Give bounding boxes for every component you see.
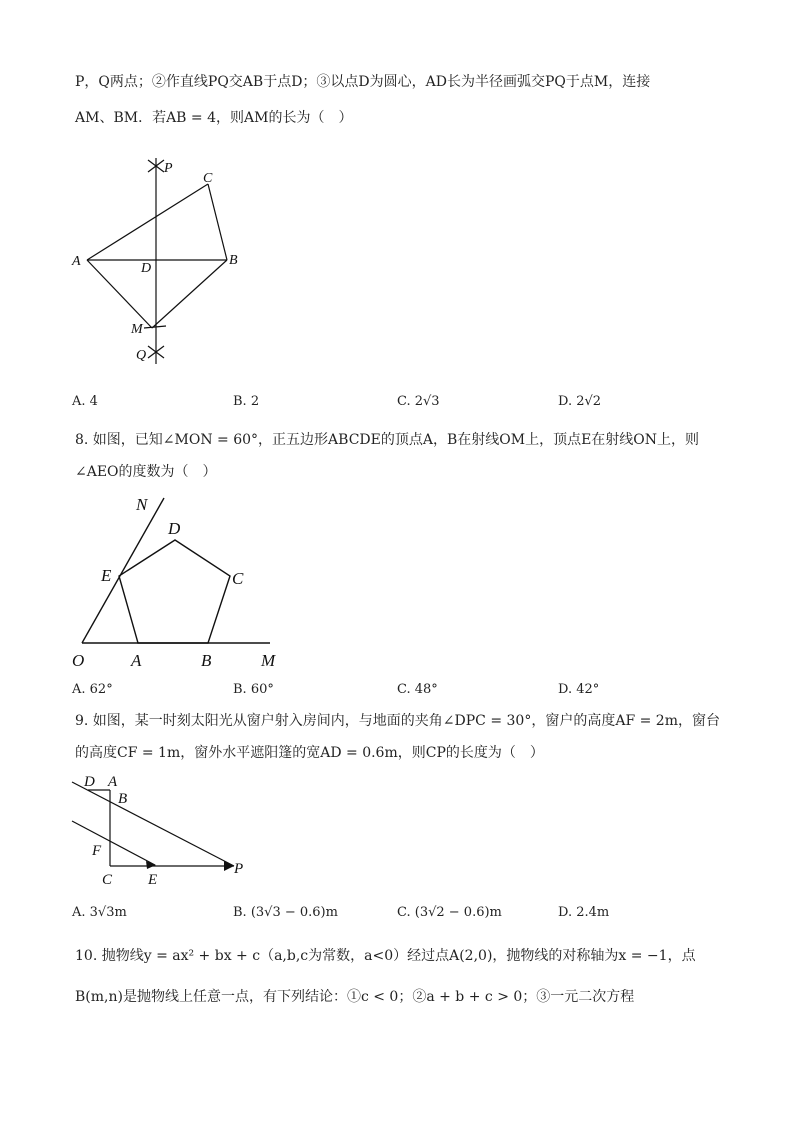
q7-option-b: B. 2 [233,394,260,409]
segment-cb [208,184,227,260]
q9-option-a: A. 3√3m [72,905,127,920]
q9-text-line2: 的高度CF = 1m，窗外水平遮阳篷的宽AD = 0.6m，则CP的长度为（ ） [75,745,544,761]
label-d: D [168,519,181,538]
arc-mark-m [144,326,166,328]
q8-option-b: B. 60° [233,682,274,697]
label-e: E [148,872,158,888]
label-n: N [136,495,148,514]
q9-option-b: B. (3√3 − 0.6)m [233,905,338,920]
label-o: O [72,651,85,670]
label-d: D [141,261,152,276]
label-b: B [229,253,238,268]
q8-option-c: C. 48° [397,682,438,697]
label-b: B [118,791,128,807]
segment-ac [87,184,208,260]
label-a: A [72,254,81,269]
segment-bm [152,260,227,328]
pentagon-abcde [119,540,230,643]
label-p: P [234,861,244,877]
q10-text-line1: 10. 抛物线y = ax² + bx + c（a,b,c为常数，a<0）经过点A(2,0)，抛物线的对称轴为x = −1，点 [75,948,696,964]
label-p: P [164,161,173,176]
q8-figure [68,490,288,675]
q9-figure [68,768,258,890]
label-m: M [261,651,276,670]
sun-ray-lower [72,821,155,865]
label-d: D [84,774,95,790]
q8-text-line1: 8. 如图，已知∠MON = 60°，正五边形ABCDE的顶点A，B在射线OM上，顶点E在射线ON上，则 [75,432,700,448]
arrowhead-p [224,861,234,871]
q7-option-d: D. 2√2 [558,394,602,409]
label-c: C [232,569,244,588]
q7-option-c: C. 2√3 [397,394,440,409]
q7-text-line1: P，Q两点；②作直线PQ交AB于点D；③以点D为圆心，AD长为半径画弧交PQ于点M，连接 [75,74,651,90]
q8-option-a: A. 62° [72,682,113,697]
label-c: C [203,171,213,186]
label-a: A [131,651,142,670]
q7-option-a: A. 4 [72,394,98,409]
ray-on [82,498,164,643]
q7-figure [70,152,250,377]
q9-text-line1: 9. 如图，某一时刻太阳光从窗户射入房间内，与地面的夹角∠DPC = 30°，窗户的高度AF = 2m，窗台 [75,713,720,729]
q8-option-d: D. 42° [558,682,600,697]
label-m: M [131,322,143,337]
label-b: B [201,651,212,670]
q8-text-line2: ∠AEO的度数为（ ） [75,464,217,480]
q10-text-line2: B(m,n)是抛物线上任意一点，有下列结论：①c < 0；②a + b + c > 0；③一元二次方程 [75,989,635,1005]
label-c: C [102,872,113,888]
q9-option-d: D. 2.4m [558,905,610,920]
q7-text-line2: AM、BM．若AB = 4，则AM的长为（ ） [75,110,353,126]
label-q: Q [136,348,147,363]
label-e: E [101,566,112,585]
arrowhead-e [146,861,156,869]
label-f: F [92,843,102,859]
q9-option-c: C. (3√2 − 0.6)m [397,905,502,920]
label-a: A [108,774,118,790]
